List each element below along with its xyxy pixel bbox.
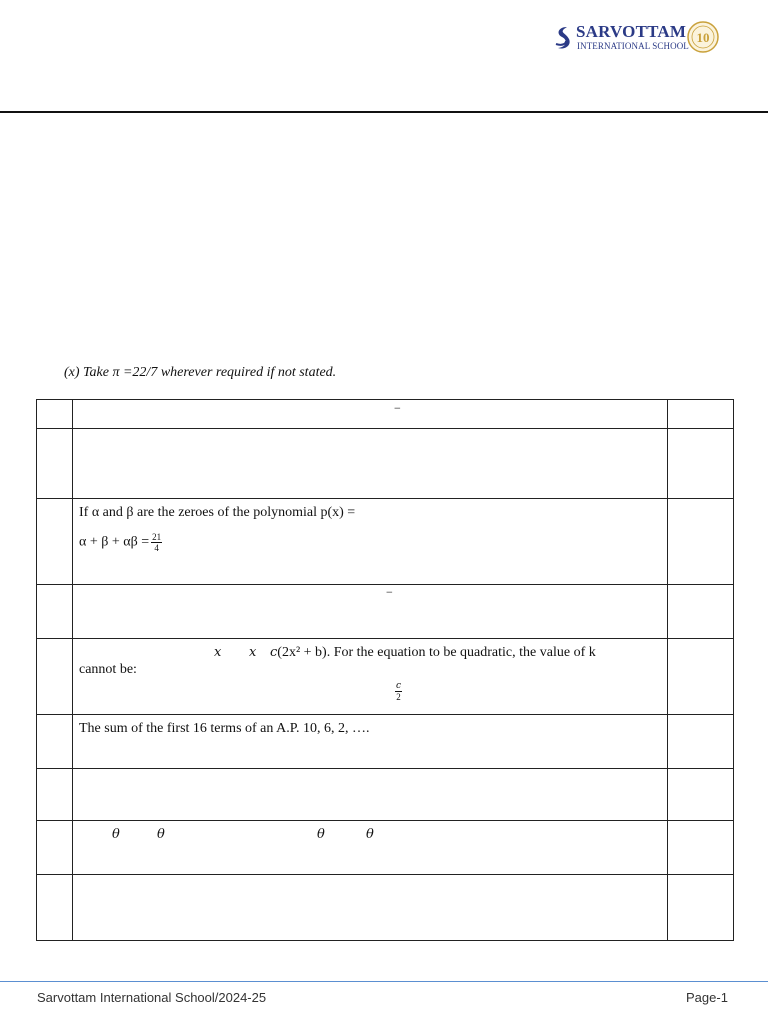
logo-name: SARVOTTAM bbox=[576, 22, 687, 41]
header-rule bbox=[0, 111, 768, 113]
qno-cell bbox=[37, 821, 73, 875]
math-variable: θ bbox=[157, 827, 165, 842]
table-row bbox=[37, 429, 734, 499]
fraction bbox=[151, 532, 162, 553]
marks-cell bbox=[668, 715, 734, 769]
instruction-text: (x) Take π =22/7 wherever required if not stated. bbox=[64, 365, 337, 380]
footer-school-year: Sarvottam International School/2024-25 bbox=[37, 990, 267, 1005]
question-cell bbox=[73, 769, 668, 821]
equation-text: α + β + αβ = bbox=[79, 534, 150, 550]
question-text: cannot be: bbox=[79, 662, 137, 677]
fraction-denominator: 2 bbox=[396, 692, 401, 702]
qno-cell bbox=[37, 429, 73, 499]
qno-cell bbox=[37, 499, 73, 585]
question-equation bbox=[79, 827, 661, 843]
question-text: The sum of the first 16 terms of an A.P. 10, 6, 2, …. bbox=[79, 721, 370, 736]
question-cell bbox=[73, 429, 668, 499]
dash-mark: − bbox=[386, 585, 393, 599]
logo-subtitle: INTERNATIONAL SCHOOL bbox=[577, 41, 689, 51]
fraction-denominator: 4 bbox=[154, 543, 159, 553]
table-row bbox=[37, 639, 734, 715]
question-cell bbox=[73, 400, 668, 429]
anniversary-seal-icon bbox=[686, 20, 722, 54]
math-variable: x bbox=[214, 645, 222, 660]
qno-cell bbox=[37, 715, 73, 769]
footer-page-number: Page-1 bbox=[686, 990, 728, 1005]
math-variable: θ bbox=[366, 827, 374, 842]
question-equation bbox=[79, 645, 661, 661]
question-cell bbox=[73, 715, 668, 769]
table-row bbox=[37, 769, 734, 821]
question-cell bbox=[73, 639, 668, 715]
footer-rule bbox=[0, 981, 768, 982]
equation-rest: (2x² + b). For the equation to be quadratic, the value of k bbox=[277, 645, 596, 660]
qno-cell bbox=[37, 875, 73, 941]
question-table bbox=[36, 399, 734, 941]
qno-cell bbox=[37, 585, 73, 639]
question-cell bbox=[73, 585, 668, 639]
question-text: If α and β are the zeroes of the polynomial p(x) = bbox=[79, 505, 356, 520]
marks-cell bbox=[668, 499, 734, 585]
table-row bbox=[37, 400, 734, 429]
math-variable: x bbox=[249, 645, 257, 660]
table-row bbox=[37, 875, 734, 941]
question-equation bbox=[79, 532, 661, 553]
fraction-numerator: c bbox=[396, 681, 402, 691]
marks-cell bbox=[668, 769, 734, 821]
marks-cell bbox=[668, 821, 734, 875]
seal-number: 10 bbox=[696, 30, 710, 45]
question-cell bbox=[73, 821, 668, 875]
marks-cell bbox=[668, 639, 734, 715]
fraction bbox=[395, 681, 402, 702]
math-variable: θ bbox=[112, 827, 120, 842]
swirl-icon bbox=[552, 24, 574, 52]
table-row bbox=[37, 585, 734, 639]
marks-cell bbox=[668, 400, 734, 429]
qno-cell bbox=[37, 639, 73, 715]
equation-text bbox=[270, 645, 596, 661]
dash-mark: − bbox=[394, 401, 401, 415]
qno-cell bbox=[37, 400, 73, 429]
question-cell bbox=[73, 875, 668, 941]
table-row bbox=[37, 499, 734, 585]
marks-cell bbox=[668, 585, 734, 639]
math-variable: θ bbox=[317, 827, 325, 842]
fraction-numerator: 21 bbox=[152, 532, 162, 542]
table-row bbox=[37, 821, 734, 875]
qno-cell bbox=[37, 769, 73, 821]
table-row bbox=[37, 715, 734, 769]
school-logo bbox=[552, 20, 728, 56]
marks-cell bbox=[668, 429, 734, 499]
math-variable: c bbox=[270, 645, 278, 660]
question-cell bbox=[73, 499, 668, 585]
marks-cell bbox=[668, 875, 734, 941]
